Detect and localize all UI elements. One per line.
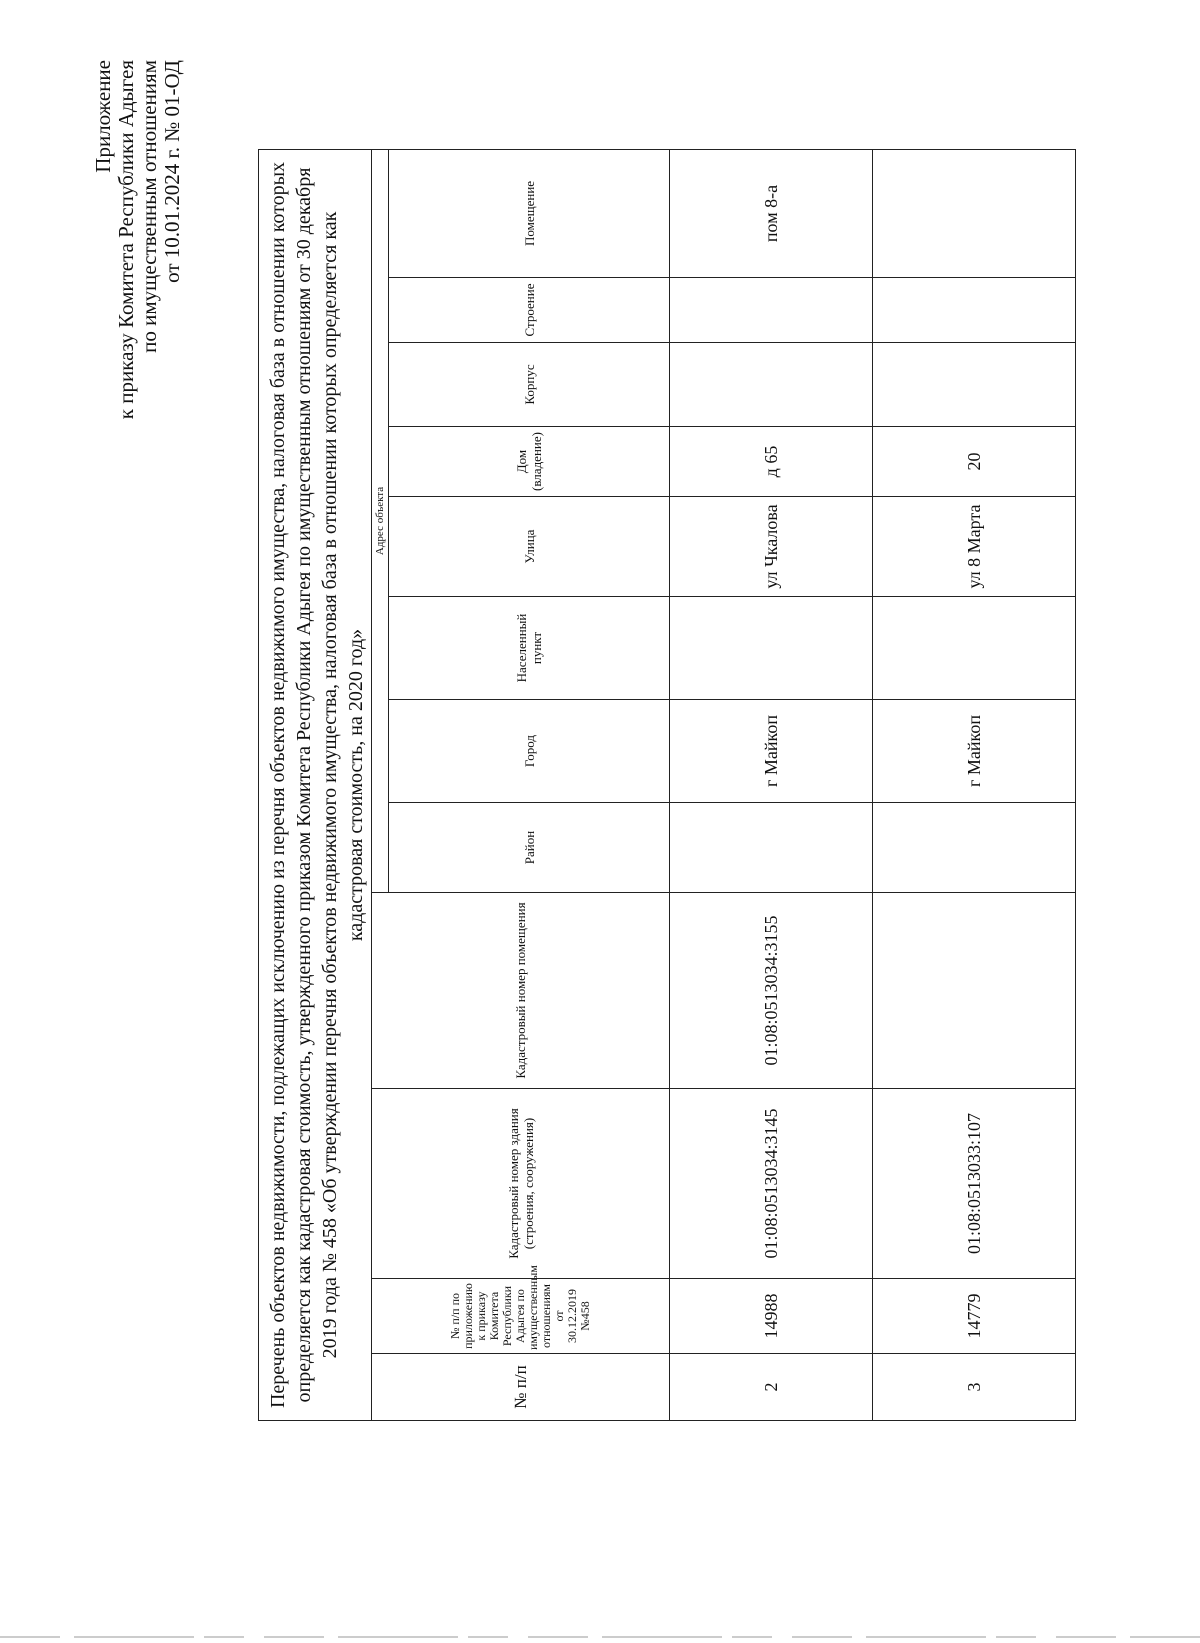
header-row-top — [372, 149, 389, 1420]
cell-num: 3 — [873, 1354, 1076, 1421]
cell-building-cad: 01:08:0513034:3145 — [670, 1089, 873, 1279]
cell-city: г Майкоп — [873, 700, 1076, 803]
header-structure: Строение — [389, 278, 670, 343]
scan-edge-marks — [0, 1629, 1200, 1643]
header-room: Помещение — [389, 149, 670, 277]
cell-prev-num: 14988 — [670, 1279, 873, 1354]
cell-room — [873, 149, 1076, 277]
cell-room-cad — [873, 893, 1076, 1089]
table-row — [670, 149, 873, 1420]
header-address: Адрес объекта — [372, 149, 389, 892]
title-row — [259, 149, 372, 1420]
appendix-line-3: по имущественным отношениям — [137, 60, 161, 353]
header-house: Дом (владение) — [389, 427, 670, 497]
header-building-cad: Кадастровый номер здания (строения, сооружения) — [372, 1089, 670, 1279]
cell-settlement — [873, 597, 1076, 700]
appendix-line-4: от 10.01.2024 г. № 01-ОД — [160, 60, 184, 283]
header-num: № п/п — [372, 1354, 670, 1421]
header-room-cad: Кадастровый номер помещения — [372, 893, 670, 1089]
cell-room: пом 8-а — [670, 149, 873, 277]
header-settlement: Населенный пункт — [389, 597, 670, 700]
header-prev-num: № п/п по приложению к приказу Комитета Республики Адыгея по имущественным отношениям от 30.12.2019 №458 — [372, 1279, 670, 1354]
table-row — [873, 149, 1076, 1420]
cell-street: ул 8 Марта — [873, 497, 1076, 597]
table-title: Перечень объектов недвижимости, подлежащих исключению из перечня объектов недвижимого имущества, налоговая база в отношении которых определяется как кадастровая стоимость, утвержденного приказом Комитета Республики Адыгея по имущественным отношениям от 30 декабря 2019 года № 458 «Об утверждении перечня объектов недвижимого имущества, налоговая база в отношении которых определяется как кадастровая стоимость, на 2020 год» — [259, 149, 372, 1420]
cell-block — [873, 343, 1076, 427]
header-street: Улица — [389, 497, 670, 597]
objects-table — [258, 149, 1076, 1421]
cell-house: д 65 — [670, 427, 873, 497]
cell-district — [670, 803, 873, 893]
cell-room-cad: 01:08:0513034:3155 — [670, 893, 873, 1089]
cell-structure — [873, 278, 1076, 343]
appendix-line-2: к приказу Комитета Республики Адыгея — [114, 60, 138, 420]
cell-city: г Майкоп — [670, 700, 873, 803]
cell-house: 20 — [873, 427, 1076, 497]
header-district: Район — [389, 803, 670, 893]
cell-district — [873, 803, 1076, 893]
appendix-line-1: Приложение — [91, 60, 115, 173]
cell-building-cad: 01:08:0513033:107 — [873, 1089, 1076, 1279]
cell-structure — [670, 278, 873, 343]
appendix-header — [92, 60, 184, 419]
cell-block — [670, 343, 873, 427]
cell-prev-num: 14779 — [873, 1279, 1076, 1354]
header-city: Город — [389, 700, 670, 803]
cell-settlement — [670, 597, 873, 700]
cell-num: 2 — [670, 1354, 873, 1421]
cell-street: ул Чкалова — [670, 497, 873, 597]
header-block: Корпус — [389, 343, 670, 427]
